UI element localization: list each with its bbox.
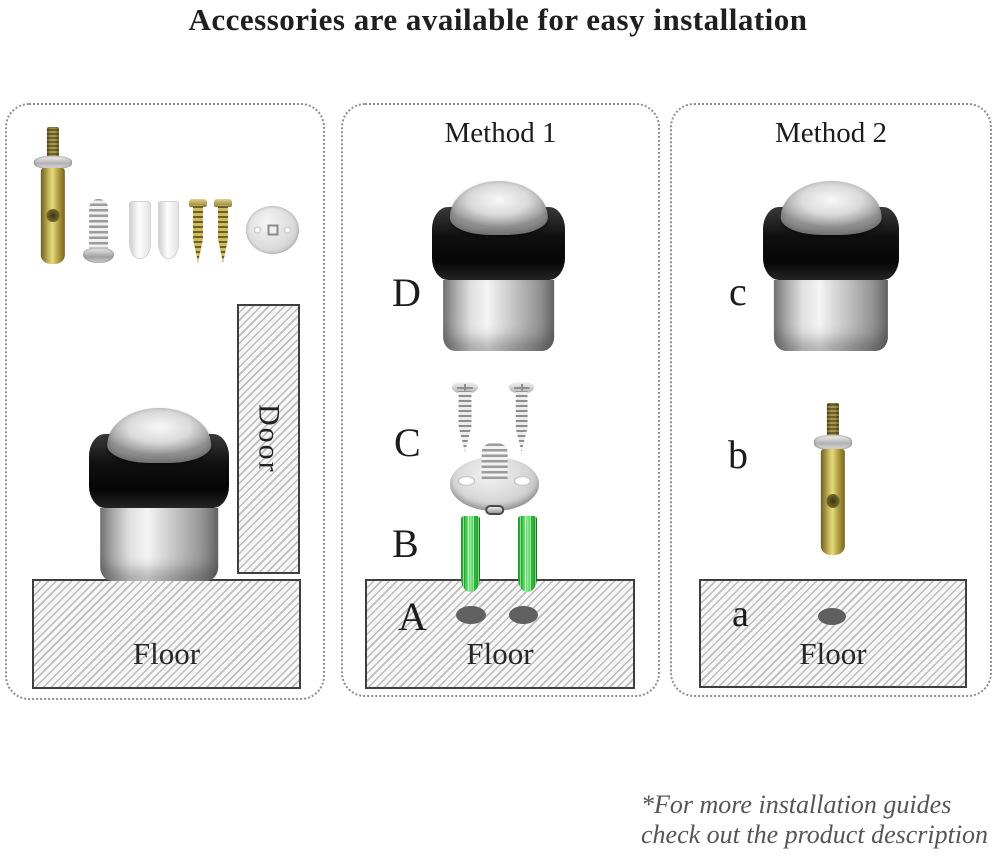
footnote-line2: check out the product description (641, 819, 989, 849)
plate-clip (485, 505, 505, 515)
method2-panel (670, 103, 992, 697)
screw-thread (89, 199, 109, 250)
floor-label: Floor (132, 636, 201, 672)
anchor-stud (47, 127, 59, 159)
method2-title: Method 2 (775, 117, 887, 149)
page-title: Accessories are available for easy installation (188, 2, 808, 37)
brass-screw-icon (189, 199, 207, 263)
step-label-c-lower: c (729, 269, 747, 314)
expansion-anchor-icon (814, 403, 852, 555)
plate-hole (254, 227, 261, 234)
drilled-hole (509, 606, 538, 624)
drilled-hole (818, 608, 846, 625)
footnote-line1: *For more installation guides (641, 790, 952, 819)
door-stop-cap (107, 408, 211, 463)
plate-hole (284, 227, 291, 234)
method1-title: Method 1 (444, 117, 557, 149)
green-wall-plug-icon (518, 516, 537, 592)
white-wall-plug-icon (129, 201, 151, 259)
white-wall-plug-icon (158, 201, 179, 259)
anchor-stud (827, 403, 839, 438)
step-label-a: A (398, 594, 427, 639)
footnote (641, 790, 993, 850)
screw-shaft (193, 205, 203, 263)
expansion-anchor-icon (34, 127, 72, 264)
door-stop-product (89, 408, 229, 581)
anchor-hole (827, 494, 840, 508)
mounting-plate-with-stud-icon (450, 443, 539, 515)
plate-stud (481, 443, 508, 479)
step-label-a-lower: a (732, 593, 749, 635)
screw-shaft (218, 205, 228, 263)
silver-screw-icon (452, 382, 478, 452)
step-label-b-lower: b (728, 432, 748, 477)
door-illustration (237, 304, 300, 574)
step-label-c: C (394, 420, 421, 465)
door-label: Door (252, 404, 286, 474)
threaded-screw-icon (83, 199, 114, 263)
plate-square-hole (267, 225, 278, 236)
floor-label: Floor (799, 635, 867, 671)
mounting-plate-icon (246, 206, 299, 254)
accessories-panel (5, 103, 325, 700)
door-stop-product (763, 181, 899, 351)
door-stop-cap (781, 181, 882, 235)
screw-head (83, 248, 114, 263)
floor-label: Floor (466, 636, 534, 672)
door-stop-base (443, 280, 555, 351)
door-stop-cap (449, 181, 547, 235)
drilled-hole (456, 606, 486, 624)
floor-illustration (32, 579, 301, 689)
silver-screw-icon (509, 382, 534, 452)
step-label-b: B (392, 521, 419, 566)
door-stop-base (100, 508, 218, 581)
brass-screw-icon (214, 199, 232, 263)
method1-panel (341, 103, 660, 697)
green-wall-plug-icon (461, 516, 480, 592)
door-stop-base (774, 280, 888, 351)
step-label-d: D (392, 270, 421, 315)
door-stop-product (432, 181, 565, 351)
